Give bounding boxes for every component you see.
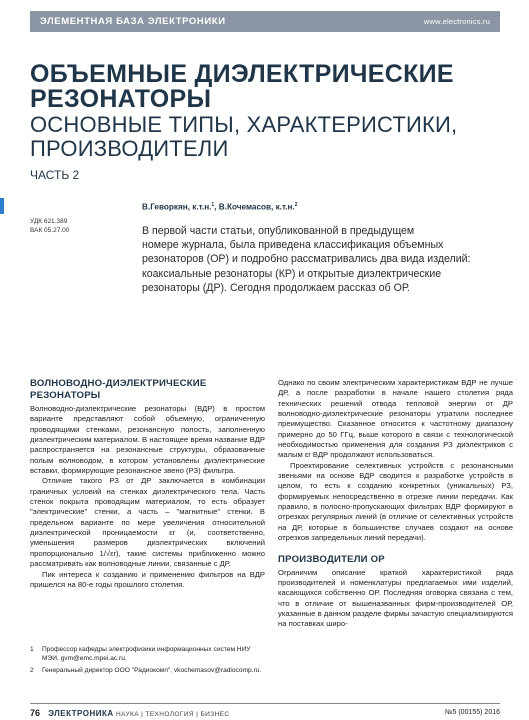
author-1-footnote-ref: 1 xyxy=(211,202,215,208)
lead-line: резонаторов (ОР) и подробно рассматривались два вида изделий: xyxy=(142,253,471,266)
title-line-1: ОБЪЕМНЫЕ ДИЭЛЕКТРИЧЕСКИЕ xyxy=(30,60,454,88)
section-heading-waveguide: ВОЛНОВОДНО-ДИЭЛЕКТРИЧЕСКИЕ РЕЗОНАТОРЫ xyxy=(30,378,207,401)
paragraph-spacer xyxy=(278,544,513,554)
footnote-text: Генеральный директор ООО "Радиокомп", vkochemasov@radiocomp.ru. xyxy=(42,667,262,674)
footnote-number: 2 xyxy=(30,667,34,674)
subtitle-line-1: ОСНОВНЫЕ ТИПЫ, ХАРАКТЕРИСТИКИ, xyxy=(30,112,458,137)
body-paragraph: Ограничим описание краткой характеристикой ряда производителей и номенклатуры предлагаемых ими изделий, касающихся собственно ОР. Последняя оговорка связана с тем, что в отличие от вышеназванных фирм-производителей ОР, указанные в данном разделе фирмы зачастую специализируются на поставках широ- xyxy=(278,567,513,629)
udk-code: УДК 621.389 xyxy=(30,218,68,225)
text-column-left xyxy=(30,378,265,590)
footnote xyxy=(30,645,265,663)
section-header-bar xyxy=(30,11,500,32)
body-paragraph: Волноводно-диэлектрические резонаторы (ВДР) в простом варианте представляют собой объемную, ограниченную проводящими стенками, резонансную полость, заполненную диэлектрическим материалом. В настоящее время название ВДР распространяется на резонансные структуры, образованные полым волноводом, в котором установлены диэлектрические вставки, формирующие резонансное звено (РЗ) фильтра. xyxy=(30,404,265,476)
lead-line: номере журнала, была приведена классификация объемных xyxy=(142,239,444,252)
footnote xyxy=(30,666,265,675)
footer-divider xyxy=(30,703,500,704)
lead-line: резонаторы (ДР). Сегодня продолжаем рассказ об ОР. xyxy=(142,281,410,294)
authors-line: В.Геворкян, к.т.н.$^1$, В.Кочемасов, к.т.н.$^2$ xyxy=(142,202,298,212)
classification-codes xyxy=(30,217,69,235)
author-2-footnote-ref: 2 xyxy=(294,202,298,208)
footnote-text: Профессор кафедры электрофизики информационных систем НИУ МЭИ, gvm@emc.mpei.ac.ru. xyxy=(42,646,251,662)
site-url[interactable]: www.electronics.ru xyxy=(423,17,490,26)
lead-paragraph xyxy=(142,224,512,295)
section-heading-manufacturers: ПРОИЗВОДИТЕЛИ ОР xyxy=(278,553,385,565)
body-paragraph: Пик интереса к созданию и применению фильтров на ВДР пришелся на 80-е годы прошлого столетия. xyxy=(30,569,265,589)
magazine-tagline: НАУКА | ТЕХНОЛОГИЯ | БИЗНЕС xyxy=(115,711,230,718)
body-paragraph: Отличие такого РЗ от ДР заключается в комбинации граничных условий на стенках диэлектрического тела. Часть стенок покрыта проводящим материалом, то есть образует "электрические" стенки, а часть – "магнитные" стенки. В предельном варианте по мере увеличения относительной диэлектрической проницаемости εr (и, соответственно, уменьшения размеров диэлектрических включений пропорционально 1/√εr), такие системы приближенно можно рассматривать как волноводные линии, связанные с ДР. xyxy=(30,476,265,569)
lead-line: коаксиальные резонаторы (КР) и открытые диэлектрические xyxy=(142,267,442,280)
footnote-number: 1 xyxy=(30,646,34,653)
page-number: 76 xyxy=(30,708,41,718)
magazine-name: ЭЛЕКТРОНИКА xyxy=(48,709,114,718)
footnotes xyxy=(30,645,265,678)
author-1: В.Геворкян, к.т.н. xyxy=(142,202,212,212)
article-title xyxy=(30,62,510,182)
issue-number: №5 (00155) 2016 xyxy=(445,709,500,716)
section-name: ЭЛЕМЕНТНАЯ БАЗА ЭЛЕКТРОНИКИ xyxy=(40,16,226,27)
author-2: В.Кочемасов, к.т.н. xyxy=(218,202,295,212)
subtitle-line-2: ПРОИЗВОДИТЕЛИ xyxy=(30,136,229,161)
text-column-right xyxy=(278,378,513,630)
lead-line: В первой части статьи, опубликованной в предыдущем xyxy=(142,225,415,237)
title-line-2: РЕЗОНАТОРЫ xyxy=(30,85,212,113)
body-paragraph: Однако по своим электрическим характеристикам ВДР не лучше ДР, а после разработки в начале нашего столетия ряда технических решений отвода тепловой энергии от ДР волноводно-диэлектрические резонаторы утратили последнее преимущество. Сказанное относится к частотному диапазону примерно до 50 ГГц, выше которого в связи с технологической необходимостью применения для создания РЗ диэлектриков с малым εr ВДР продолжают использоваться. xyxy=(278,378,513,460)
margin-marker xyxy=(0,198,4,214)
vak-code: ВАК 05.27.00 xyxy=(30,227,70,234)
body-paragraph: Проектирование селективных устройств с резонансными звеньями на основе ВДР сводится к разработке устройств в целом, то есть к созданию конкретных (уникальных) РЗ, формируемых непосредственно в отрезке линии передачи. Как правило, в полосно-пропускающих фильтрах ВДР формируют в отрезках регулярных линий (в отличие от селективных устройств на ДР, которые в большинстве случаев создают на основе отрезков запредельных линий передачи). xyxy=(278,460,513,543)
article-part: ЧАСТЬ 2 xyxy=(30,168,80,182)
